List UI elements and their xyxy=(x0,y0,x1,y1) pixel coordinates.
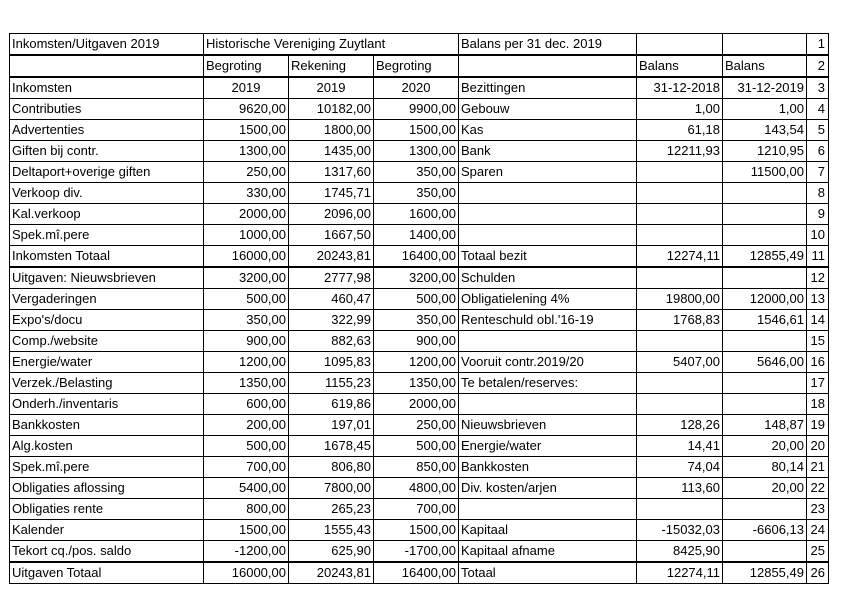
begroting-2019-cell[interactable]: 200,00 xyxy=(204,415,289,436)
balans-2019-cell[interactable]: 143,54 xyxy=(723,120,807,141)
rekening-2019-cell[interactable]: 322,99 xyxy=(289,310,374,331)
begroting-2020-cell[interactable]: 2000,00 xyxy=(374,394,459,415)
begroting-2020-cell[interactable]: 1500,00 xyxy=(374,120,459,141)
section-label-inkomsten[interactable]: Inkomsten xyxy=(10,77,204,99)
balance-label[interactable]: Energie/water xyxy=(459,436,637,457)
table-row xyxy=(10,541,829,563)
row-label[interactable]: Spek.mî.pere xyxy=(10,457,204,478)
table-row xyxy=(10,310,829,331)
balance-label[interactable]: Kapitaal xyxy=(459,520,637,541)
rekening-2019-cell[interactable]: 882,63 xyxy=(289,331,374,352)
balans-2019-cell[interactable]: 80,14 xyxy=(723,457,807,478)
balance-label[interactable]: Nieuwsbrieven xyxy=(459,415,637,436)
balans-2019-cell[interactable]: 1546,61 xyxy=(723,310,807,331)
row-number: 22 xyxy=(807,478,829,499)
begroting-2019-cell[interactable]: 3200,00 xyxy=(204,267,289,289)
table-row xyxy=(10,478,829,499)
row-number: 15 xyxy=(807,331,829,352)
balans-2018-cell[interactable]: 113,60 xyxy=(637,478,723,499)
balans-2019-cell[interactable]: 20,00 xyxy=(723,436,807,457)
year-cell[interactable]: 2019 xyxy=(204,77,289,99)
balans-2018-cell[interactable] xyxy=(637,394,723,415)
balans-2018-cell[interactable]: 5407,00 xyxy=(637,352,723,373)
balance-label[interactable]: Vooruit contr.2019/20 xyxy=(459,352,637,373)
row-number: 10 xyxy=(807,225,829,246)
table-row xyxy=(10,457,829,478)
row-label[interactable]: Vergaderingen xyxy=(10,289,204,310)
balans-2019-cell[interactable] xyxy=(723,204,807,225)
col-header-balans-1[interactable]: Balans xyxy=(637,55,723,77)
row-label[interactable]: Obligaties aflossing xyxy=(10,478,204,499)
balans-2018-cell[interactable] xyxy=(637,183,723,204)
balans-2019-cell[interactable]: -6606,13 xyxy=(723,520,807,541)
balans-2019-cell[interactable] xyxy=(723,373,807,394)
empty-cell[interactable] xyxy=(459,55,637,77)
balance-label[interactable] xyxy=(459,225,637,246)
row-label[interactable]: Spek.mî.pere xyxy=(10,225,204,246)
begroting-2019-cell[interactable]: 700,00 xyxy=(204,457,289,478)
table-row xyxy=(10,162,829,183)
begroting-2020-cell[interactable]: 1300,00 xyxy=(374,141,459,162)
subheader-row xyxy=(10,55,829,77)
balance-label[interactable]: Obligatielening 4% xyxy=(459,289,637,310)
row-number: 20 xyxy=(807,436,829,457)
rekening-2019-cell[interactable]: 1678,45 xyxy=(289,436,374,457)
rekening-2019-cell[interactable]: 2777,98 xyxy=(289,267,374,289)
balans-2019-cell[interactable] xyxy=(723,394,807,415)
date-cell[interactable]: 31-12-2018 xyxy=(637,77,723,99)
row-label[interactable]: Verkoop div. xyxy=(10,183,204,204)
balans-2019-cell[interactable]: 148,87 xyxy=(723,415,807,436)
table-row xyxy=(10,415,829,436)
begroting-2020-cell[interactable]: 500,00 xyxy=(374,289,459,310)
begroting-2020-cell[interactable]: 3200,00 xyxy=(374,267,459,289)
balans-2019-cell[interactable] xyxy=(723,499,807,520)
rekening-2019-cell[interactable]: 1800,00 xyxy=(289,120,374,141)
begroting-2019-cell[interactable]: 1300,00 xyxy=(204,141,289,162)
begroting-2020-cell[interactable]: 350,00 xyxy=(374,310,459,331)
row-label[interactable]: Uitgaven Totaal xyxy=(10,562,204,584)
col-header-rekening-2019[interactable]: Rekening xyxy=(289,55,374,77)
begroting-2019-cell[interactable]: 350,00 xyxy=(204,310,289,331)
row-number: 16 xyxy=(807,352,829,373)
balans-2019-cell[interactable]: 1,00 xyxy=(723,99,807,120)
balans-2018-cell[interactable] xyxy=(637,267,723,289)
balans-2019-cell[interactable]: 12000,00 xyxy=(723,289,807,310)
begroting-2019-cell[interactable]: 500,00 xyxy=(204,289,289,310)
table-row xyxy=(10,267,829,289)
rekening-2019-cell[interactable]: 1667,50 xyxy=(289,225,374,246)
begroting-2020-cell[interactable]: 500,00 xyxy=(374,436,459,457)
row-label[interactable]: Deltaport+overige giften xyxy=(10,162,204,183)
row-number: 8 xyxy=(807,183,829,204)
row-number: 3 xyxy=(807,77,829,99)
balans-2019-cell[interactable]: 12855,49 xyxy=(723,562,807,584)
begroting-2020-cell[interactable]: 900,00 xyxy=(374,331,459,352)
begroting-2020-cell[interactable]: -1700,00 xyxy=(374,541,459,563)
balans-2018-cell[interactable]: 14,41 xyxy=(637,436,723,457)
begroting-2019-cell[interactable]: 2000,00 xyxy=(204,204,289,225)
balance-label[interactable]: Bank xyxy=(459,141,637,162)
row-label[interactable]: Verzek./Belasting xyxy=(10,373,204,394)
begroting-2020-cell[interactable]: 700,00 xyxy=(374,499,459,520)
empty-cell[interactable] xyxy=(723,34,807,56)
balans-2018-cell[interactable] xyxy=(637,204,723,225)
org-name[interactable]: Historische Vereniging Zuytlant xyxy=(204,34,459,56)
row-label[interactable]: Obligaties rente xyxy=(10,499,204,520)
table-row xyxy=(10,436,829,457)
begroting-2020-cell[interactable]: 16400,00 xyxy=(374,562,459,584)
empty-cell[interactable] xyxy=(637,34,723,56)
rekening-2019-cell[interactable]: 2096,00 xyxy=(289,204,374,225)
table-row xyxy=(10,499,829,520)
row-number: 25 xyxy=(807,541,829,563)
row-number: 4 xyxy=(807,99,829,120)
row-label[interactable]: Alg.kosten xyxy=(10,436,204,457)
begroting-2020-cell[interactable]: 850,00 xyxy=(374,457,459,478)
begroting-2019-cell[interactable]: 9620,00 xyxy=(204,99,289,120)
table-row xyxy=(10,394,829,415)
empty-cell[interactable] xyxy=(10,55,204,77)
rekening-2019-cell[interactable]: 20243,81 xyxy=(289,246,374,268)
begroting-2019-cell[interactable]: 330,00 xyxy=(204,183,289,204)
row-label[interactable]: Onderh./inventaris xyxy=(10,394,204,415)
balance-label[interactable]: Totaal bezit xyxy=(459,246,637,268)
balance-label[interactable]: Te betalen/reserves: xyxy=(459,373,637,394)
row-number: 26 xyxy=(807,562,829,584)
begroting-2020-cell[interactable]: 350,00 xyxy=(374,162,459,183)
balans-2018-cell[interactable] xyxy=(637,225,723,246)
balance-label[interactable]: Totaal xyxy=(459,562,637,584)
date-cell[interactable]: 31-12-2019 xyxy=(723,77,807,99)
row-number: 6 xyxy=(807,141,829,162)
col-header-begroting-2019[interactable]: Begroting xyxy=(204,55,289,77)
balans-2018-cell[interactable]: 12211,93 xyxy=(637,141,723,162)
table-row xyxy=(10,225,829,246)
begroting-2019-cell[interactable]: 1200,00 xyxy=(204,352,289,373)
row-number: 1 xyxy=(807,34,829,56)
balans-2018-cell[interactable]: 128,26 xyxy=(637,415,723,436)
balance-label[interactable] xyxy=(459,499,637,520)
year-row xyxy=(10,77,829,99)
row-label[interactable]: Tekort cq./pos. saldo xyxy=(10,541,204,563)
balance-label[interactable] xyxy=(459,183,637,204)
rekening-2019-cell[interactable]: 265,23 xyxy=(289,499,374,520)
balance-label[interactable]: Renteschuld obl.'16-19 xyxy=(459,310,637,331)
balance-label[interactable] xyxy=(459,331,637,352)
balance-label[interactable] xyxy=(459,394,637,415)
begroting-2020-cell[interactable]: 9900,00 xyxy=(374,99,459,120)
balans-2019-cell[interactable] xyxy=(723,267,807,289)
balans-2019-cell[interactable]: 12855,49 xyxy=(723,246,807,268)
row-number: 19 xyxy=(807,415,829,436)
begroting-2020-cell[interactable]: 1500,00 xyxy=(374,520,459,541)
balans-2019-cell[interactable]: 1210,95 xyxy=(723,141,807,162)
rekening-2019-cell[interactable]: 1095,83 xyxy=(289,352,374,373)
begroting-2019-cell[interactable]: 5400,00 xyxy=(204,478,289,499)
begroting-2019-cell[interactable]: 800,00 xyxy=(204,499,289,520)
begroting-2019-cell[interactable]: 250,00 xyxy=(204,162,289,183)
rekening-2019-cell[interactable]: 625,90 xyxy=(289,541,374,563)
row-number: 21 xyxy=(807,457,829,478)
rekening-2019-cell[interactable]: 197,01 xyxy=(289,415,374,436)
balans-2019-cell[interactable] xyxy=(723,225,807,246)
balans-2018-cell[interactable] xyxy=(637,162,723,183)
rekening-2019-cell[interactable]: 20243,81 xyxy=(289,562,374,584)
begroting-2020-cell[interactable]: 16400,00 xyxy=(374,246,459,268)
row-number: 24 xyxy=(807,520,829,541)
table-row xyxy=(10,120,829,141)
begroting-2019-cell[interactable]: 1500,00 xyxy=(204,520,289,541)
rekening-2019-cell[interactable]: 7800,00 xyxy=(289,478,374,499)
row-label[interactable]: Contributies xyxy=(10,99,204,120)
table-row xyxy=(10,204,829,225)
begroting-2019-cell[interactable]: 16000,00 xyxy=(204,246,289,268)
begroting-2020-cell[interactable]: 250,00 xyxy=(374,415,459,436)
rekening-2019-cell[interactable]: 1317,60 xyxy=(289,162,374,183)
table-row xyxy=(10,520,829,541)
col-header-begroting-2020[interactable]: Begroting xyxy=(374,55,459,77)
balans-2018-cell[interactable] xyxy=(637,331,723,352)
row-number: 2 xyxy=(807,55,829,77)
row-label[interactable]: Giften bij contr. xyxy=(10,141,204,162)
col-header-balans-2[interactable]: Balans xyxy=(723,55,807,77)
rekening-2019-cell[interactable]: 1555,43 xyxy=(289,520,374,541)
begroting-2019-cell[interactable]: -1200,00 xyxy=(204,541,289,563)
table-row xyxy=(10,562,829,584)
balans-2018-cell[interactable]: 12274,11 xyxy=(637,562,723,584)
begroting-2020-cell[interactable]: 350,00 xyxy=(374,183,459,204)
balans-2018-cell[interactable]: 74,04 xyxy=(637,457,723,478)
year-cell[interactable]: 2020 xyxy=(374,77,459,99)
balans-2018-cell[interactable] xyxy=(637,499,723,520)
rekening-2019-cell[interactable]: 1435,00 xyxy=(289,141,374,162)
financial-table xyxy=(9,33,829,584)
table-row xyxy=(10,99,829,120)
begroting-2020-cell[interactable]: 1200,00 xyxy=(374,352,459,373)
row-label[interactable]: Uitgaven: Nieuwsbrieven xyxy=(10,267,204,289)
table-row xyxy=(10,373,829,394)
balans-2019-cell[interactable] xyxy=(723,183,807,204)
balans-2019-cell[interactable] xyxy=(723,331,807,352)
balans-2019-cell[interactable]: 5646,00 xyxy=(723,352,807,373)
begroting-2019-cell[interactable]: 900,00 xyxy=(204,331,289,352)
table-row xyxy=(10,331,829,352)
balance-label[interactable]: Gebouw xyxy=(459,99,637,120)
balans-2018-cell[interactable]: 61,18 xyxy=(637,120,723,141)
balans-2019-cell[interactable]: 20,00 xyxy=(723,478,807,499)
balance-label[interactable]: Sparen xyxy=(459,162,637,183)
sheet-title[interactable]: Inkomsten/Uitgaven 2019 xyxy=(10,34,204,56)
row-label[interactable]: Bankkosten xyxy=(10,415,204,436)
balance-label[interactable]: Kas xyxy=(459,120,637,141)
balans-2018-cell[interactable]: 1768,83 xyxy=(637,310,723,331)
table-row xyxy=(10,141,829,162)
balance-label[interactable]: Schulden xyxy=(459,267,637,289)
balance-label[interactable]: Kapitaal afname xyxy=(459,541,637,563)
row-label[interactable]: Kal.verkoop xyxy=(10,204,204,225)
row-number: 13 xyxy=(807,289,829,310)
balans-2018-cell[interactable]: -15032,03 xyxy=(637,520,723,541)
begroting-2019-cell[interactable]: 16000,00 xyxy=(204,562,289,584)
balance-label[interactable]: Div. kosten/arjen xyxy=(459,478,637,499)
row-number: 11 xyxy=(807,246,829,268)
row-label[interactable]: Energie/water xyxy=(10,352,204,373)
begroting-2019-cell[interactable]: 600,00 xyxy=(204,394,289,415)
balans-2018-cell[interactable] xyxy=(637,373,723,394)
table-row xyxy=(10,183,829,204)
row-number: 17 xyxy=(807,373,829,394)
begroting-2020-cell[interactable]: 1350,00 xyxy=(374,373,459,394)
row-number: 5 xyxy=(807,120,829,141)
balans-2018-cell[interactable]: 1,00 xyxy=(637,99,723,120)
year-cell[interactable]: 2019 xyxy=(289,77,374,99)
rekening-2019-cell[interactable]: 10182,00 xyxy=(289,99,374,120)
row-number: 7 xyxy=(807,162,829,183)
balans-2018-cell[interactable]: 12274,11 xyxy=(637,246,723,268)
rekening-2019-cell[interactable]: 1745,71 xyxy=(289,183,374,204)
row-label[interactable]: Inkomsten Totaal xyxy=(10,246,204,268)
begroting-2020-cell[interactable]: 1600,00 xyxy=(374,204,459,225)
balance-title[interactable]: Balans per 31 dec. 2019 xyxy=(459,34,637,56)
table-row xyxy=(10,289,829,310)
row-number: 14 xyxy=(807,310,829,331)
begroting-2019-cell[interactable]: 500,00 xyxy=(204,436,289,457)
rekening-2019-cell[interactable]: 1155,23 xyxy=(289,373,374,394)
rekening-2019-cell[interactable]: 806,80 xyxy=(289,457,374,478)
header-row xyxy=(10,34,829,56)
section-label-bezittingen[interactable]: Bezittingen xyxy=(459,77,637,99)
row-label[interactable]: Comp./website xyxy=(10,331,204,352)
balance-label[interactable] xyxy=(459,204,637,225)
rekening-2019-cell[interactable]: 619,86 xyxy=(289,394,374,415)
rekening-2019-cell[interactable]: 460,47 xyxy=(289,289,374,310)
row-number: 9 xyxy=(807,204,829,225)
balans-2019-cell[interactable] xyxy=(723,541,807,563)
row-number: 12 xyxy=(807,267,829,289)
table-row xyxy=(10,246,829,268)
begroting-2019-cell[interactable]: 1350,00 xyxy=(204,373,289,394)
row-label[interactable]: Advertenties xyxy=(10,120,204,141)
row-number: 23 xyxy=(807,499,829,520)
balance-label[interactable]: Bankkosten xyxy=(459,457,637,478)
begroting-2019-cell[interactable]: 1500,00 xyxy=(204,120,289,141)
row-label[interactable]: Expo's/docu xyxy=(10,310,204,331)
balans-2018-cell[interactable]: 8425,90 xyxy=(637,541,723,563)
begroting-2020-cell[interactable]: 4800,00 xyxy=(374,478,459,499)
begroting-2020-cell[interactable]: 1400,00 xyxy=(374,225,459,246)
row-label[interactable]: Kalender xyxy=(10,520,204,541)
table-row xyxy=(10,352,829,373)
balans-2019-cell[interactable]: 11500,00 xyxy=(723,162,807,183)
row-number: 18 xyxy=(807,394,829,415)
begroting-2019-cell[interactable]: 1000,00 xyxy=(204,225,289,246)
balans-2018-cell[interactable]: 19800,00 xyxy=(637,289,723,310)
